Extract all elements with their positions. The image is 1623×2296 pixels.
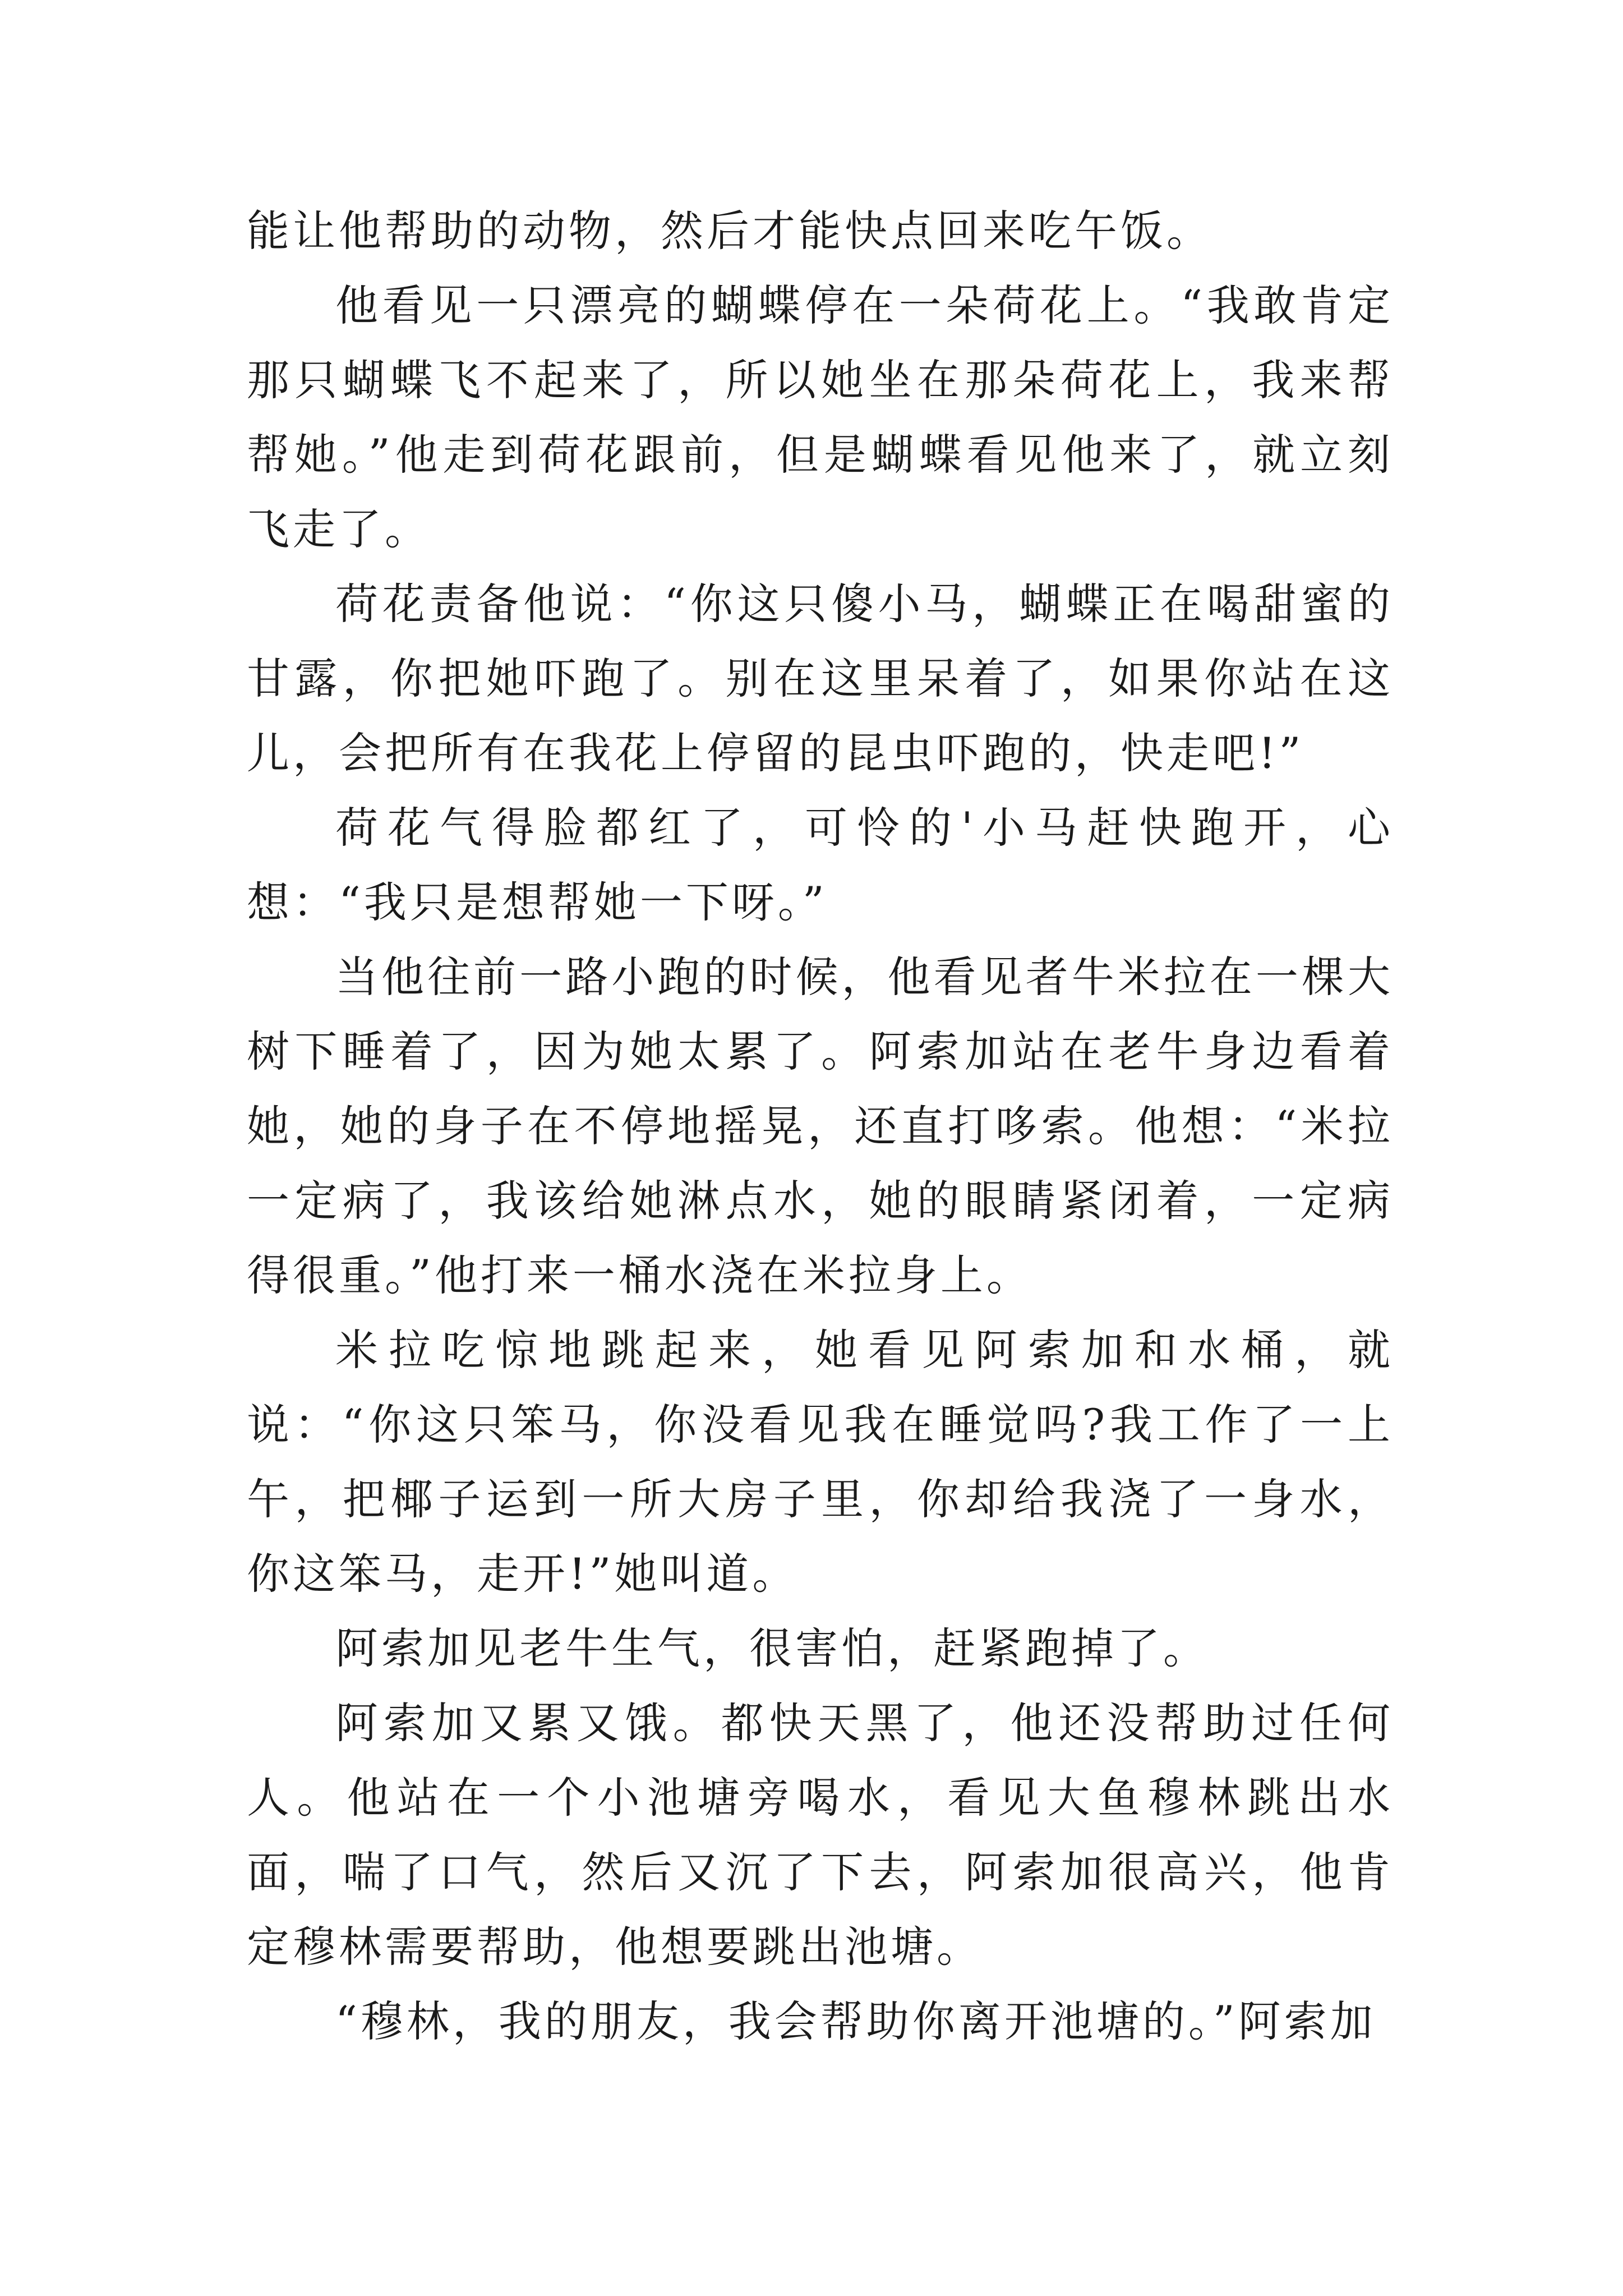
- paragraph-8: 阿索加又累又饿。都快天黑了，他还没帮助过任何人。他站在一个小池塘旁喝水，看见大鱼穆林跳出水面，喘了口气，然后又沉了下去，阿索加很高兴，他肯定穆林需要帮助，他想要跳出池塘。: [247, 1698, 1394, 1972]
- paragraph-5: 当他往前一路小跑的时候，他看见者牛米拉在一棵大树下睡着了，因为她太累了。阿索加站在老牛身边看着她，她的身子在不停地摇晃，还直打哆索。他想：“米拉一定病了，我该给她淋点水，她的眼睛紧闭着，一定病得很重。”他打来一桶水浇在米拉身上。: [247, 952, 1394, 1300]
- paragraph-9: “穆林，我的朋友，我会帮助你离开池塘的。”阿索加: [335, 1996, 1376, 2046]
- paragraph-6: 米拉吃惊地跳起来，她看见阿索加和水桶，就说：“你这只笨马，你没看见我在睡觉吗?我工作了一上午，把椰子运到一所大房子里，你却给我浇了一身水，你这笨马，走开!”她叫道。: [247, 1325, 1394, 1599]
- paragraph-7: 阿索加见老牛生气，很害怕，赶紧跑掉了。: [335, 1623, 1209, 1673]
- paragraph-1: 能让他帮助的动物，然后才能快点回来吃午饭。: [247, 206, 1212, 256]
- paragraph-2: 他看见一只漂亮的蝴蝶停在一朵荷花上。“我敢肯定那只蝴蝶飞不起来了，所以她坐在那朵荷花上，我来帮帮她。”他走到荷花跟前，但是蝴蝶看见他来了，就立刻飞走了。: [247, 280, 1394, 554]
- story-text: [247, 194, 1394, 2059]
- paragraph-4: 荷花气得脸都红了，可怜的'小马赶快跑开，心想：“我只是想帮她一下呀。”: [247, 803, 1394, 927]
- paragraph-3: 荷花责备他说：“你这只傻小马，蝴蝶正在喝甜蜜的甘露，你把她吓跑了。别在这里呆着了，如果你站在这儿，会把所有在我花上停留的昆虫吓跑的，快走吧!”: [247, 579, 1394, 778]
